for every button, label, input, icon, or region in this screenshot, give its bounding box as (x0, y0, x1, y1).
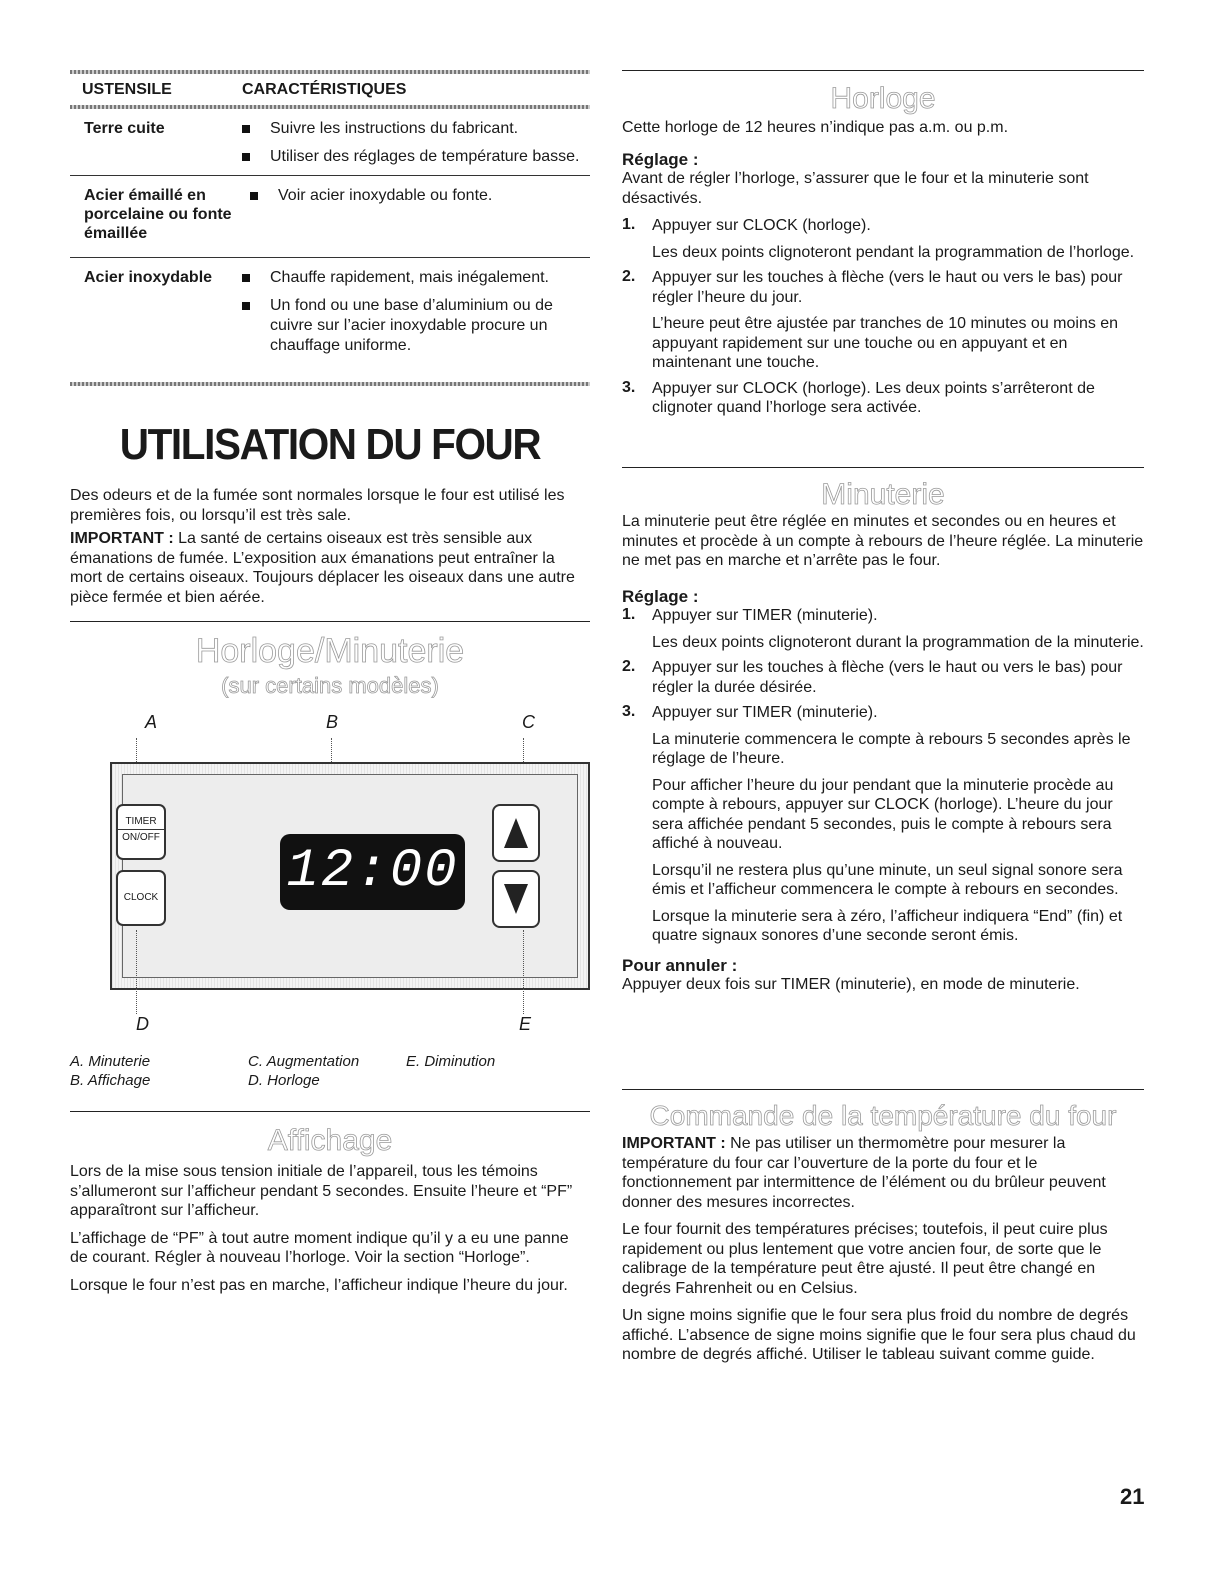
annuler-label: Pour annuler : (622, 955, 738, 975)
page-number: 21 (1120, 1484, 1145, 1509)
horloge-reglage-label: Réglage : (622, 149, 699, 169)
bullet-item: Voir acier inoxydable ou fonte. (242, 186, 590, 206)
timer-onoff-button[interactable]: TIMER ON/OFF (116, 804, 166, 860)
row-name: Terre cuite (84, 120, 165, 137)
bullet-item: Un fond ou une base d’aluminium ou de cuivre sur l’acier inoxydable procure un chauffage uniforme. (234, 296, 590, 356)
leader-line-e (523, 930, 524, 1014)
header-ustensile: USTENSILE (82, 81, 172, 98)
table-header (70, 74, 590, 105)
annuler-text: Appuyer deux fois sur TIMER (minuterie), en mode de minuterie. (622, 976, 1080, 993)
minuterie-section (622, 478, 1144, 995)
callout-c: C (522, 712, 535, 732)
section-title: UTILISATION DU FOUR (119, 420, 541, 469)
clock-button[interactable]: CLOCK (116, 870, 166, 926)
row-name: Acier émaillé en porcelaine ou fonte émaillée (84, 187, 232, 242)
cookware-table (70, 70, 590, 386)
commande-p1: IMPORTANT : Ne pas utiliser un thermomètre pour mesurer la température du four car l’ouverture de la porte du four et le fonctionnement par intermittence de l’élément ou du brûleur peuvent donner des mesures incorrectes. (622, 1135, 1106, 1211)
horloge-minuterie-title: Horloge/Minuterie (195, 632, 465, 670)
horloge-intro: Cette horloge de 12 heures n’indique pas a.m. ou p.m. (622, 119, 1009, 136)
affichage-section (70, 1124, 590, 1295)
callout-a: A (145, 712, 158, 732)
callout-b: B (326, 712, 339, 732)
divider (622, 70, 1144, 71)
intro-block (70, 486, 590, 607)
divider (70, 621, 590, 622)
legend-col-1: A. Minuterie B. Affichage (70, 1053, 151, 1089)
decrease-button[interactable] (492, 870, 540, 928)
leader-line-d (136, 930, 137, 1014)
horloge-title: Horloge (830, 82, 936, 115)
important-paragraph: IMPORTANT : La santé de certains oiseaux est très sensible aux émanations de fumée. L’exposition aux émanations peut entraîner la mort de certains oiseaux. Toujours déplacer les oiseaux dans une autre pièce fermée et bien aérée. (70, 530, 575, 606)
minuterie-reglage-label: Réglage : (622, 586, 699, 606)
affichage-p3: Lorsque le four n’est pas en marche, l’afficheur indique l’heure du jour. (70, 1276, 568, 1294)
minuterie-steps (622, 606, 1144, 946)
commande-section (622, 1100, 1144, 1365)
clock-display: 12:00 (280, 834, 465, 910)
commande-p3: Un signe moins signifie que le four sera plus froid du nombre de degrés affiché. L’absence de signe moins signifie que le four sera plus chaud du nombre de degrés affiché. Utiliser le tableau suivant comme guide. (622, 1307, 1136, 1363)
control-panel (110, 762, 590, 990)
increase-button[interactable] (492, 804, 540, 862)
header-caracteristiques: CARACTÉRISTIQUES (242, 81, 407, 98)
list-item: 3. Appuyer sur TIMER (minuterie). La minuterie commencera le compte à rebours 5 secondes après le réglage de l’heure. Pour afficher l’heure du jour pendant que la minuterie procède au compte à rebours, appuyer sur CLOCK (horloge). L’heure du jour sera affichée pendant 5 secondes, puis le compte à rebours sera affiché à nouveau. Lorsqu’il ne restera plus qu’une minute, un seul signal sonore sera émis et l’afficheur commencera le compte à rebours en secondes. Lorsque la minuterie sera à zéro, l’afficheur indiquera “End” (fin) et quatre signaux sonores d’une seconde seront émis. (622, 703, 1131, 944)
bullet-item: Suivre les instructions du fabricant. (234, 119, 590, 139)
commande-p2: Le four fournit des températures précises; toutefois, il peut cuire plus rapidement ou plus lentement que votre ancien four, de sorte que le calibrage de la température peut être ajusté. Il peut être changé en degrés Fahrenheit ou en Celsius. (622, 1221, 1108, 1297)
commande-title: Commande de la température du four (649, 1100, 1117, 1131)
minuterie-title: Minuterie (821, 478, 945, 511)
callout-d: D (136, 1014, 149, 1034)
list-item: 2. Appuyer sur les touches à flèche (vers le haut ou vers le bas) pour régler la durée désirée. (622, 658, 1123, 696)
legend-col-3: E. Diminution (406, 1053, 496, 1070)
affichage-title: Affichage (267, 1124, 393, 1157)
arrow-up-icon (494, 806, 538, 860)
list-item: 1. Appuyer sur TIMER (minuterie). Les deux points clignoteront durant la programmation de la minuterie. (622, 606, 1144, 651)
horloge-reglage-text: Avant de régler l’horloge, s’assurer que le four et la minuterie sont désactivés. (622, 170, 1089, 207)
table-row (70, 176, 590, 258)
affichage-p1: Lors de la mise sous tension initiale de l’appareil, tous les témoins s’allumeront sur l’afficheur pendant 5 secondes. Ensuite l’heure et “PF” apparaîtront sur l’afficheur. (70, 1163, 573, 1219)
bullet-item: Chauffe rapidement, mais inégalement. (234, 268, 590, 288)
control-panel-diagram (70, 640, 590, 1100)
arrow-down-icon (494, 872, 538, 926)
row-name: Acier inoxydable (84, 269, 213, 286)
legend-col-2: C. Augmentation D. Horloge (248, 1053, 360, 1089)
table-row (70, 258, 590, 382)
callout-e: E (519, 1014, 532, 1034)
horloge-section (622, 82, 1144, 424)
horloge-minuterie-subtitle: (sur certains modèles) (221, 673, 439, 698)
list-item: 2. Appuyer sur les touches à flèche (vers le haut ou vers le bas) pour régler l’heure du jour. L’heure peut être ajustée par tranches de 10 minutes ou moins en appuyant rapidement sur une touche ou en appuyant et en maintenant une touche. (622, 268, 1123, 371)
affichage-p2: L’affichage de “PF” à tout autre moment indique qu’il y a eu une panne de courant. Régler à nouveau l’horloge. Voir la section “Horloge”. (70, 1229, 569, 1266)
table-row (70, 109, 590, 176)
minuterie-intro: La minuterie peut être réglée en minutes et secondes ou en heures et minutes et procède à un compte à rebours de l’heure réglée. La minuterie ne met pas en marche et n’arrête pas le four. (622, 513, 1144, 569)
divider (622, 467, 1144, 468)
bullet-item: Utiliser des réglages de température basse. (234, 147, 590, 167)
list-item: 1. Appuyer sur CLOCK (horloge). Les deux points clignoteront pendant la programmation de l’horloge. (622, 216, 1135, 261)
horloge-steps (622, 216, 1144, 418)
table-bottom-rule (70, 382, 590, 386)
intro-paragraph: Des odeurs et de la fumée sont normales lorsque le four est utilisé les premières fois, ou lorsqu’il est très sale. (70, 487, 565, 524)
list-item: 3. Appuyer sur CLOCK (horloge). Les deux points s’arrêteront de clignoter quand l’horloge sera activée. (622, 378, 1095, 416)
divider (622, 1089, 1144, 1090)
divider (70, 1111, 590, 1112)
